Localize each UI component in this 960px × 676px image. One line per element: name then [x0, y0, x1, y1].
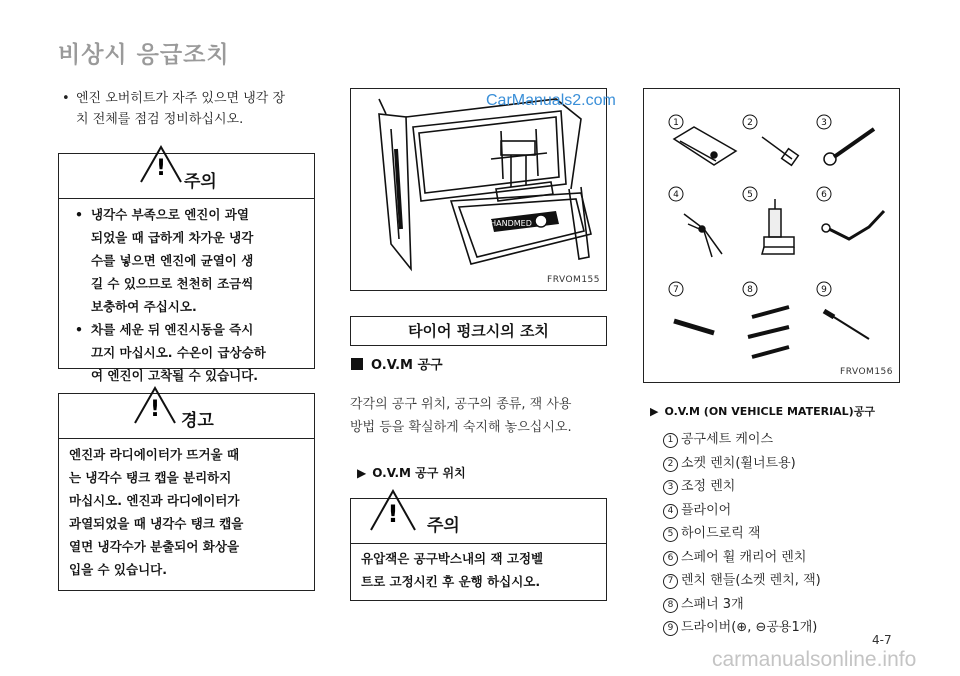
figure-code: FRVOM155	[547, 275, 600, 285]
play-arrow-icon: ▶	[650, 405, 659, 418]
caution-body	[59, 199, 314, 387]
warning-triangle-icon	[369, 489, 417, 531]
list-item: 9 드라이버(⊕, ⊖공용1개)	[663, 616, 821, 640]
warning-triangle-icon	[139, 145, 183, 183]
ovm-tools-illustration	[644, 89, 900, 383]
list-item: 8 스패너 3개	[663, 593, 821, 617]
warning-triangle-icon	[133, 386, 177, 424]
page-number: 4-7	[872, 633, 892, 647]
tool-number-3	[817, 115, 831, 129]
play-arrow-icon: ▶	[357, 466, 367, 480]
svg-text:2: 2	[747, 118, 753, 128]
list-item: 6 스페어 휠 캐리어 렌치	[663, 546, 821, 570]
svg-text:9: 9	[821, 285, 827, 295]
svg-text:!: !	[387, 500, 399, 528]
svg-text:7: 7	[673, 285, 679, 295]
tool-number-2	[743, 115, 757, 129]
footer-watermark: carmanualsonline.info	[712, 648, 917, 671]
list-item: 2 소켓 렌치(휠너트용)	[663, 452, 821, 476]
tool-number-1	[669, 115, 683, 129]
warning-header	[59, 394, 314, 439]
square-bullet-icon	[351, 358, 363, 370]
intro-bullet: • 엔진 오버히트가 자주 있으면 냉각 장 치 전체를 점검 정비하십시오.	[62, 88, 327, 130]
svg-text:1: 1	[673, 118, 679, 128]
list-item: 4 플라이어	[663, 499, 821, 523]
ovm-paragraph: 각각의 공구 위치, 공구의 종류, 잭 사용 방법 등을 확실하게 숙지해 놓으십시오.	[350, 397, 572, 435]
section-title: 비상시 응급조치	[58, 42, 230, 68]
svg-text:6: 6	[821, 190, 827, 200]
tool-number-7	[669, 282, 683, 296]
svg-text:3: 3	[821, 118, 827, 128]
ovm-tool-list	[663, 428, 821, 640]
ovm-subheading: O.V.M 공구	[351, 354, 443, 373]
ovm-heading: ▶ O.V.M (ON VEHICLE MATERIAL)공구	[650, 405, 875, 418]
svg-text:8: 8	[747, 285, 753, 295]
intro-line-2: 치 전체를 점검 정비하십시오.	[76, 112, 244, 127]
figure-code: FRVOM156	[840, 367, 893, 377]
tool-number-4	[669, 187, 683, 201]
caution-body: 유압잭은 공구박스내의 잭 고정벨 트로 고정시킨 후 운행 하십시오.	[361, 551, 544, 589]
svg-text:!: !	[155, 156, 167, 181]
list-item: 7 렌치 핸들(소켓 렌치, 잭)	[663, 569, 821, 593]
svg-text:!: !	[149, 397, 161, 422]
caution-header	[59, 154, 314, 199]
tool-number-8	[743, 282, 757, 296]
svg-text:5: 5	[747, 190, 753, 200]
ovm-location-subheading: ▶ O.V.M 공구 위치	[357, 466, 466, 480]
caution-header	[351, 499, 606, 544]
caution-label: 주의	[184, 172, 217, 192]
toolbox-illustration	[351, 89, 607, 291]
toolbox-figure	[350, 88, 607, 291]
warning-box	[58, 393, 315, 591]
ovm-tools-figure	[643, 88, 900, 383]
caution-box-left	[58, 153, 315, 383]
site-watermark: CarManuals2.com	[486, 92, 616, 109]
svg-text:4: 4	[673, 190, 679, 200]
caution-item: • 냉각수 부족으로 엔진이 과열 되었을 때 급하게 차가운 냉각 수를 넣으면 엔진에 균열이 생 길 수 있으므로 천천히 조금씩 보충하여 주십시오.	[75, 207, 254, 314]
list-item: 5 하이드로릭 잭	[663, 522, 821, 546]
intro-line-1: 엔진 오버히트가 자주 있으면 냉각 장	[76, 91, 286, 106]
list-item: 3 조정 렌치	[663, 475, 821, 499]
tool-number-6	[817, 187, 831, 201]
caution-item: • 차를 세운 뒤 엔진시동을 즉시 끄지 마십시오. 수온이 급상승하 여 엔진이 고착될 수 있습니다.	[75, 322, 266, 383]
panel-lettering: HANDMED	[490, 219, 532, 228]
list-item: 1 공구세트 케이스	[663, 428, 821, 452]
warning-label: 경고	[181, 411, 214, 431]
tool-number-9	[817, 282, 831, 296]
caution-label: 주의	[427, 516, 460, 536]
caution-box-middle	[350, 498, 607, 601]
tool-number-5	[743, 187, 757, 201]
warning-body: 엔진과 라디에이터가 뜨거울 때 는 냉각수 탱크 캡을 분리하지 마십시오. 엔진과 라디에이터가 과열되었을 때 냉각수 탱크 캡을 열면 냉각수가 분출되어 화상을 입을 수 있습니다.	[69, 447, 244, 577]
tire-flat-heading: 타이어 펑크시의 조치	[350, 316, 607, 346]
